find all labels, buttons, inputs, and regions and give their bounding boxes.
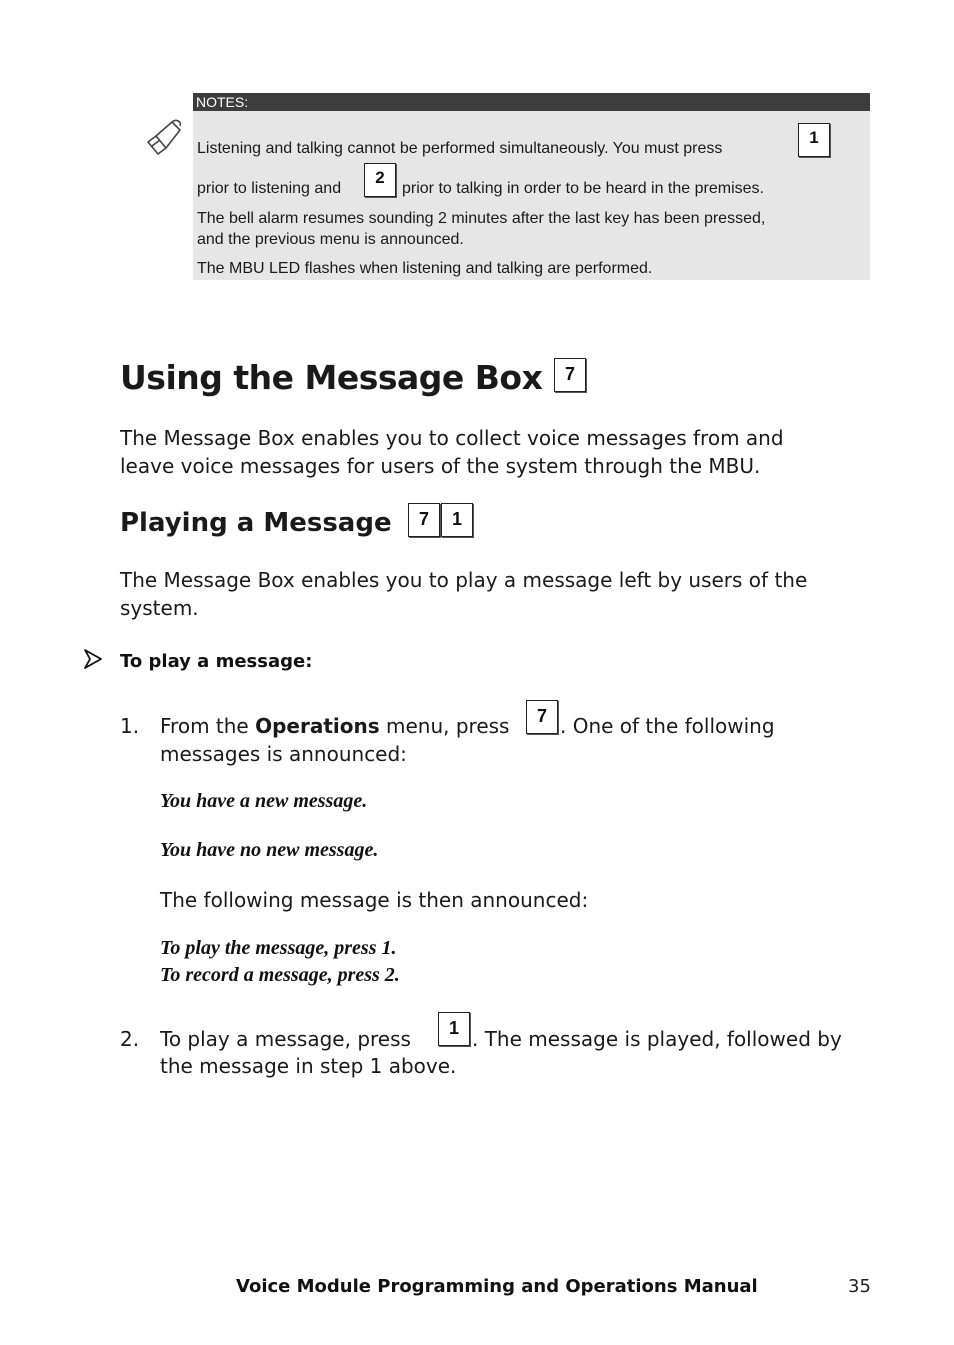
step-1-text-c: . One of the following bbox=[560, 714, 775, 738]
step-1-text-a: From the bbox=[160, 714, 249, 738]
subsection-intro-line-2: system. bbox=[120, 596, 199, 620]
pencil-note-icon bbox=[144, 116, 186, 158]
note-line-4: and the previous menu is announced. bbox=[197, 231, 464, 248]
following-message-text: The following message is then announced: bbox=[160, 888, 589, 912]
note-line-5: The MBU LED flashes when listening and talking are performed. bbox=[197, 260, 653, 277]
note-line-2b: prior to talking in order to be heard in the premises. bbox=[402, 180, 764, 197]
step-2-text-a: To play a message, press bbox=[160, 1027, 411, 1051]
note-line-3: The bell alarm resumes sounding 2 minutes after the last key has been pressed, bbox=[197, 210, 766, 227]
section-title: Using the Message Box bbox=[120, 358, 543, 397]
note-line-2a: prior to listening and bbox=[197, 180, 342, 197]
announce-no-new-message: You have no new message. bbox=[160, 839, 379, 861]
step-1-line-2: messages is announced: bbox=[160, 742, 407, 766]
subsection-key-b: 1 bbox=[441, 503, 473, 537]
section-intro-line-1: The Message Box enables you to collect voice messages from and bbox=[120, 426, 784, 450]
key-1: 1 bbox=[798, 123, 830, 157]
step-2-number: 2. bbox=[120, 1027, 140, 1051]
section-intro-line-2: leave voice messages for users of the system through the MBU. bbox=[120, 454, 761, 478]
subsection-key-a: 7 bbox=[408, 503, 440, 537]
step-1-key: 7 bbox=[526, 700, 558, 734]
step-1-operations: Operations bbox=[255, 714, 380, 738]
key-2: 2 bbox=[364, 163, 396, 197]
arrow-bullet-icon bbox=[82, 648, 104, 670]
step-1-text-b: menu, press bbox=[386, 714, 510, 738]
step-1-line-1 bbox=[160, 712, 509, 740]
subsection-title: Playing a Message bbox=[120, 508, 392, 538]
footer-title: Voice Module Programming and Operations Manual bbox=[236, 1276, 758, 1297]
note-line-1: Listening and talking cannot be performed simultaneously. You must press bbox=[197, 140, 723, 157]
page-number: 35 bbox=[848, 1276, 871, 1297]
step-2-text-b: . The message is played, followed by bbox=[472, 1027, 842, 1051]
announce-record: To record a message, press 2. bbox=[160, 964, 400, 986]
notes-header: NOTES: bbox=[193, 93, 870, 111]
section-key: 7 bbox=[554, 358, 586, 392]
step-2-key: 1 bbox=[438, 1012, 470, 1046]
step-2-line-2: the message in step 1 above. bbox=[160, 1054, 457, 1078]
subsection-intro-line-1: The Message Box enables you to play a message left by users of the bbox=[120, 568, 808, 592]
step-1-number: 1. bbox=[120, 714, 140, 738]
announce-play: To play the message, press 1. bbox=[160, 937, 397, 959]
announce-new-message: You have a new message. bbox=[160, 790, 368, 812]
procedure-title: To play a message: bbox=[120, 651, 313, 672]
